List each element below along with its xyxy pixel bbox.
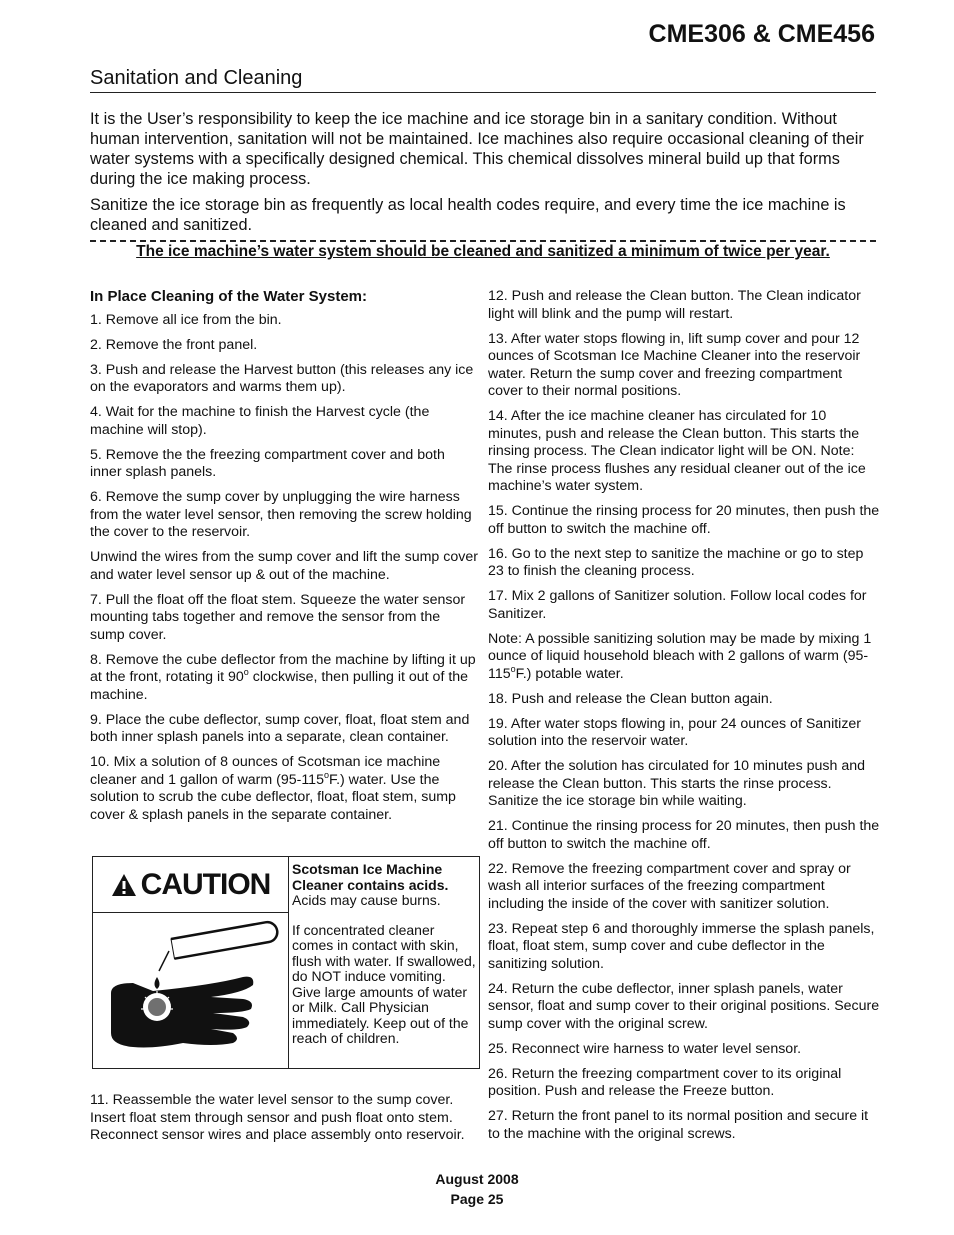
step-item: 20. After the solution has circulated for 10 minutes push and release the Clean button. This starts the rinse process. Sanitize the ice storage bin while waiting. [488,758,865,809]
warning-triangle-icon [111,873,137,897]
step-item: 18. Push and release the Clean button again. [488,690,773,707]
step-item: 24. Return the cube deflector, inner splash panels, water sensor, float and sump cover to their original positions. Secure sump cover with the original screw. [488,980,880,1032]
dashed-divider [90,240,876,242]
step-item: 19. After water stops flowing in, pour 24 ounces of Sanitizer solution into the reservoir water. [488,715,862,749]
footer-date: August 2008 [435,1171,519,1187]
document-title: CME306 & CME456 [648,20,875,48]
caution-instructions: If concentrated cleaner comes in contact with skin, flush with water. If swallowed, do NOT induce vomiting. Give large amounts of water or Milk. Call Physician immediately. Keep out of the reach of children. [292,921,476,1046]
step-item: 2. Remove the front panel. [90,336,258,353]
step-item: 7. Pull the float off the float stem. Squeeze the water sensor mounting tabs together and remove the sensor from the sump cover. [90,591,466,643]
step-item: 27. Return the front panel to its normal position and secure it to the machine with the original screws. [488,1108,869,1142]
step-item: 21. Continue the rinsing process for 20 minutes, then push the off button to switch the machine off. [488,818,880,852]
cleaning-frequency-notice: The ice machine’s water system should be cleaned and sanitized a minimum of twice per year. [136,243,830,260]
step-item: 23. Repeat step 6 and thoroughly immerse the splash panels, float, float stem, sump cover and cube deflector in the sanitizing solution. [488,920,875,972]
step-item: 11. Reassemble the water level sensor to the sump cover. Insert float stem through sensor and push float onto stem. Reconnect sensor wires and place assembly onto reservoir. [90,1092,465,1143]
caution-header [93,857,288,913]
caution-warning-paragraph: Scotsman Ice Machine Cleaner contains acids. Acids may cause burns. [292,861,449,908]
section-title: Sanitation and Cleaning [90,67,303,89]
caution-box [92,856,480,1069]
caution-label: CAUTION [140,867,271,901]
step-item: Unwind the wires from the sump cover and lift the sump cover and water level sensor up & out of the machine. [90,549,478,583]
step-item: 22. Remove the freezing compartment cover and spray or wash all interior surfaces of the freezing compartment including the inside of the cover with sanitizer solution. [488,860,851,912]
step-item: 4. Wait for the machine to finish the Harvest cycle (the machine will stop). [90,404,430,438]
intro-paragraph-2: Sanitize the ice storage bin as frequently as local health codes require, and every time the ice machine is cleaned and sanitized. [90,196,846,234]
step-item: 17. Mix 2 gallons of Sanitizer solution. Follow local codes for Sanitizer. [488,588,867,622]
step-item: 13. After water stops flowing in, lift sump cover and pour 12 ounces of Scotsman Ice Machine Cleaner into the reservoir water. Return the sump cover and freezing compartment cover to their normal positions. [488,330,861,399]
step-item: 25. Reconnect wire harness to water level sensor. [488,1040,802,1057]
acid-burn-hand-icon [93,913,288,1068]
step-item: 8. Remove the cube deflector from the machine by lifting it up at the front, rotating it 90$^o$ clockwise, then pulling it out of the machine. [90,651,476,703]
section-divider [90,92,876,93]
page-number: Page 25 [450,1191,504,1207]
step-item: 26. Return the freezing compartment cover to its original position. Push and release the Freeze button. [488,1065,842,1099]
intro-paragraph-1: It is the User’s responsibility to keep the ice machine and ice storage bin in a sanitary condition. Without human intervention, sanitation will not be maintained. Ice machines also require occasional cleaning of their water systems with a specifically designed chemical. This chemical dissolves mineral build up that forms during the ice making process. [90,110,864,188]
step-item: 9. Place the cube deflector, sump cover, float, float stem and both inner splash panels into a separate, clean container. [90,711,470,745]
procedure-heading: In Place Cleaning of the Water System: [90,288,368,305]
step-item: 12. Push and release the Clean button. The Clean indicator light will blink and the pump will restart. [488,288,861,322]
caution-text [292,862,478,1061]
step-item: 10. Mix a solution of 8 ounces of Scotsman ice machine cleaner and 1 gallon of warm (95-115$^o$F.) water. Use the solution to scrub the cube deflector, float, float stem, sump cover & splash panels in the separate container. [90,754,456,823]
step-item: 1. Remove all ice from the bin. [90,311,282,328]
caution-graphic-panel [93,857,289,1068]
step-item: 14. After the ice machine cleaner has circulated for 10 minutes, push and release the Clean button. This starts the rinsing process. The Clean indicator light will be ON. Note: The rinse process flushes any residual cleaner out of the ice machine’s water system. [488,408,866,494]
left-column [90,288,478,832]
step-item: 5. Remove the the freezing compartment cover and both inner splash panels. [90,446,445,480]
step-item: 15. Continue the rinsing process for 20 minutes, then push the off button to switch the machine off. [488,503,880,537]
sanitizer-note: Note: A possible sanitizing solution may be made by mixing 1 ounce of liquid household bleach with 2 gallons of warm (95-115$^o$F.) potable water. [488,630,872,682]
step-item: 16. Go to the next step to sanitize the machine or go to step 23 to finish the cleaning process. [488,545,864,579]
step-item: 3. Push and release the Harvest button (this releases any ice on the evaporators and warms them up). [90,361,474,395]
step-item: 6. Remove the sump cover by unplugging the wire harness from the water level sensor, then removing the screw holding the cover to the reservoir. [90,489,472,540]
right-column [488,288,880,1151]
